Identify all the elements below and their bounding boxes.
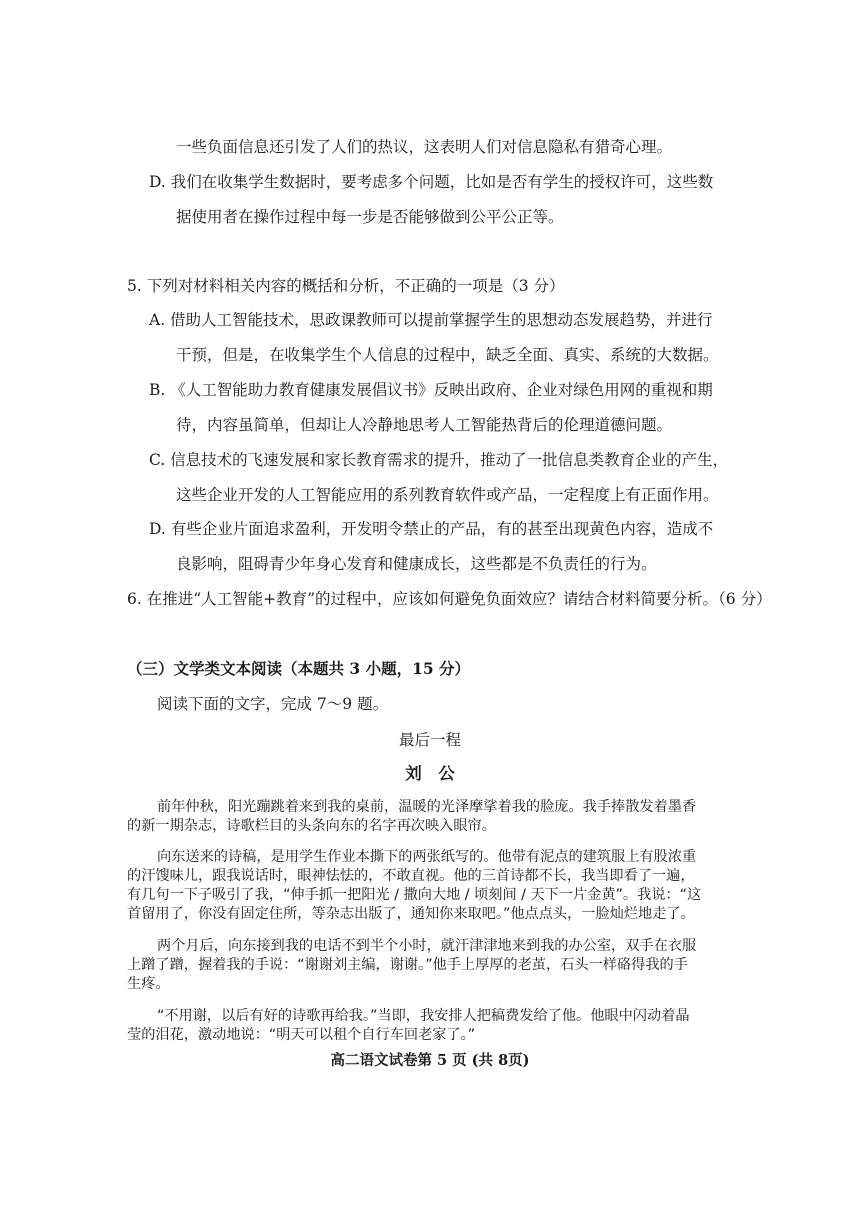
story-paragraph-1-line1: 前年仲秋，阳光蹦跳着来到我的桌前，温暖的光泽摩挲着我的脸庞。我手捧散发着墨香 [157, 799, 697, 815]
story-title: 最后一程 [398, 731, 461, 749]
story-paragraph-4-line1: “不用谢，以后有好的诗歌再给我。”当即，我安排人把稿费发给了他。他眼中闪动着晶 [157, 1008, 690, 1024]
q5-option-c-line1: C. 信息技术的飞速发展和家长教育需求的提升，推动了一批信息类教育企业的产生， [149, 451, 729, 469]
page-footer: 高二语文试卷第 5 页 (共 8页) [330, 1052, 530, 1069]
q5-option-b-line1: B. 《人工智能助力教育健康发展倡议书》反映出政府、企业对绿色用网的重视和期 [149, 381, 713, 399]
story-paragraph-3-line1: 两个月后，向东接到我的电话不到半个小时，就汗津津地来到我的办公室，双手在衣服 [157, 938, 697, 954]
story-paragraph-1-line2: 的新一期杂志，诗歌栏目的头条向东的名字再次映入眼帘。 [127, 818, 496, 834]
q5-option-d-line1: D. 有些企业片面追求盈利，开发明令禁止的产品，有的甚至出现黄色内容，造成不 [149, 520, 714, 538]
q5-option-a-line1: A. 借助人工智能技术，思政课教师可以提前掌握学生的思想动态发展趋势，并进行 [149, 311, 713, 329]
q5-option-d-line2: 良影响，阻碍青少年身心发育和健康成长，这些都是不负责任的行为。 [176, 555, 657, 573]
q4-option-d-line2: 据使用者在操作过程中每一步是否能够做到公平公正等。 [176, 208, 564, 226]
story-paragraph-2-line2: 的汗馊味儿，跟我说话时，眼神怯怯的，不敢直视。他的三首诗都不长，我当即看了一遍， [127, 868, 695, 884]
story-paragraph-2-line3: 有几句一下子吸引了我，“伸手抓一把阳光 / 撒向大地 / 顷刻间 / 天下一片金黄”。我说：“这 [127, 887, 702, 903]
q5-option-a-line2: 干预，但是，在收集学生个人信息的过程中，缺乏全面、真实、系统的大数据。 [176, 346, 719, 364]
q5-option-b-line2: 待，内容虽简单，但却让人冷静地思考人工智能热背后的伦理道德问题。 [176, 416, 673, 434]
story-paragraph-3-line2: 上蹭了蹭，握着我的手说：“谢谢刘主编，谢谢。”他手上厚厚的老茧，石头一样硌得我的手 [127, 957, 688, 973]
section3-instruction: 阅读下面的文字，完成 7～9 题。 [157, 695, 389, 713]
q5-stem: 5. 下列对材料相关内容的概括和分析，不正确的一项是（3 分） [127, 277, 565, 295]
q4-option-d-line1: D. 我们在收集学生数据时，要考虑多个问题，比如是否有学生的授权许可，这些数 [149, 173, 714, 191]
story-author: 刘 公 [405, 764, 455, 783]
story-paragraph-2-line4: 首留用了，你没有固定住所，等杂志出版了，通知你来取吧。”他点点头，一脸灿烂地走了。 [127, 906, 695, 922]
q6-stem: 6. 在推进“人工智能+教育”的过程中，应该如何避免负面效应？请结合材料简要分析。（6 分） [127, 590, 772, 608]
q5-option-c-line2: 这些企业开发的人工智能应用的系列教育软件或产品，一定程度上有正面作用。 [176, 486, 719, 504]
section3-heading: （三）文学类文本阅读（本题共 3 小题，15 分） [127, 659, 471, 678]
story-paragraph-4-line2: 莹的泪花，激动地说：“明天可以租个自行车回老家了。” [127, 1027, 476, 1043]
story-paragraph-3-line3: 生疼。 [127, 976, 170, 992]
story-paragraph-2-line1: 向东送来的诗稿，是用学生作业本撕下的两张纸写的。他带有泥点的建筑服上有股浓重 [157, 849, 697, 865]
q4-option-c-continued: 一些负面信息还引发了人们的热议，这表明人们对信息隐私有猎奇心理。 [176, 138, 673, 156]
